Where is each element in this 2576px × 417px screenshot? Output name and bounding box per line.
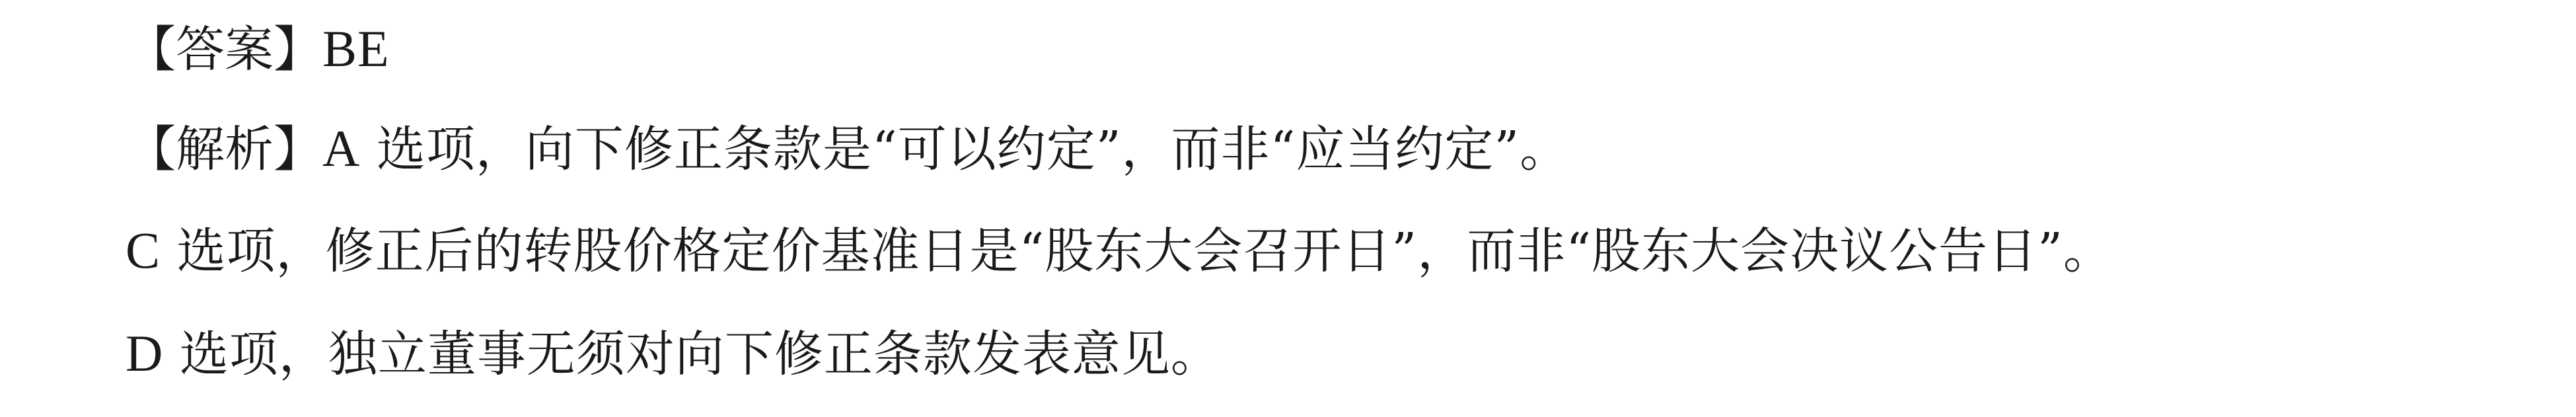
analysis-line-a xyxy=(127,116,1569,182)
analysis-tag: 【解析】 xyxy=(127,121,322,178)
answer-value: BE xyxy=(322,20,390,77)
analysis-line-c xyxy=(126,217,2113,284)
option-letter-a: A xyxy=(322,120,361,177)
answer-tag: 【答案】 xyxy=(127,21,322,78)
analysis-text-d: 选项，独立董事无须对向下修正条款发表意见。 xyxy=(179,326,1220,383)
analysis-line-d xyxy=(126,321,1220,387)
analysis-text-c: 选项，修正后的转股价格定价基准日是“股东大会召开日”，而非“股东大会决议公告日”。 xyxy=(176,223,2113,280)
answer-line xyxy=(127,16,390,83)
option-letter-c: C xyxy=(126,221,161,279)
analysis-text-a: 选项，向下修正条款是“可以约定”，而非“应当约定”。 xyxy=(376,121,1570,178)
option-letter-d: D xyxy=(126,324,164,382)
